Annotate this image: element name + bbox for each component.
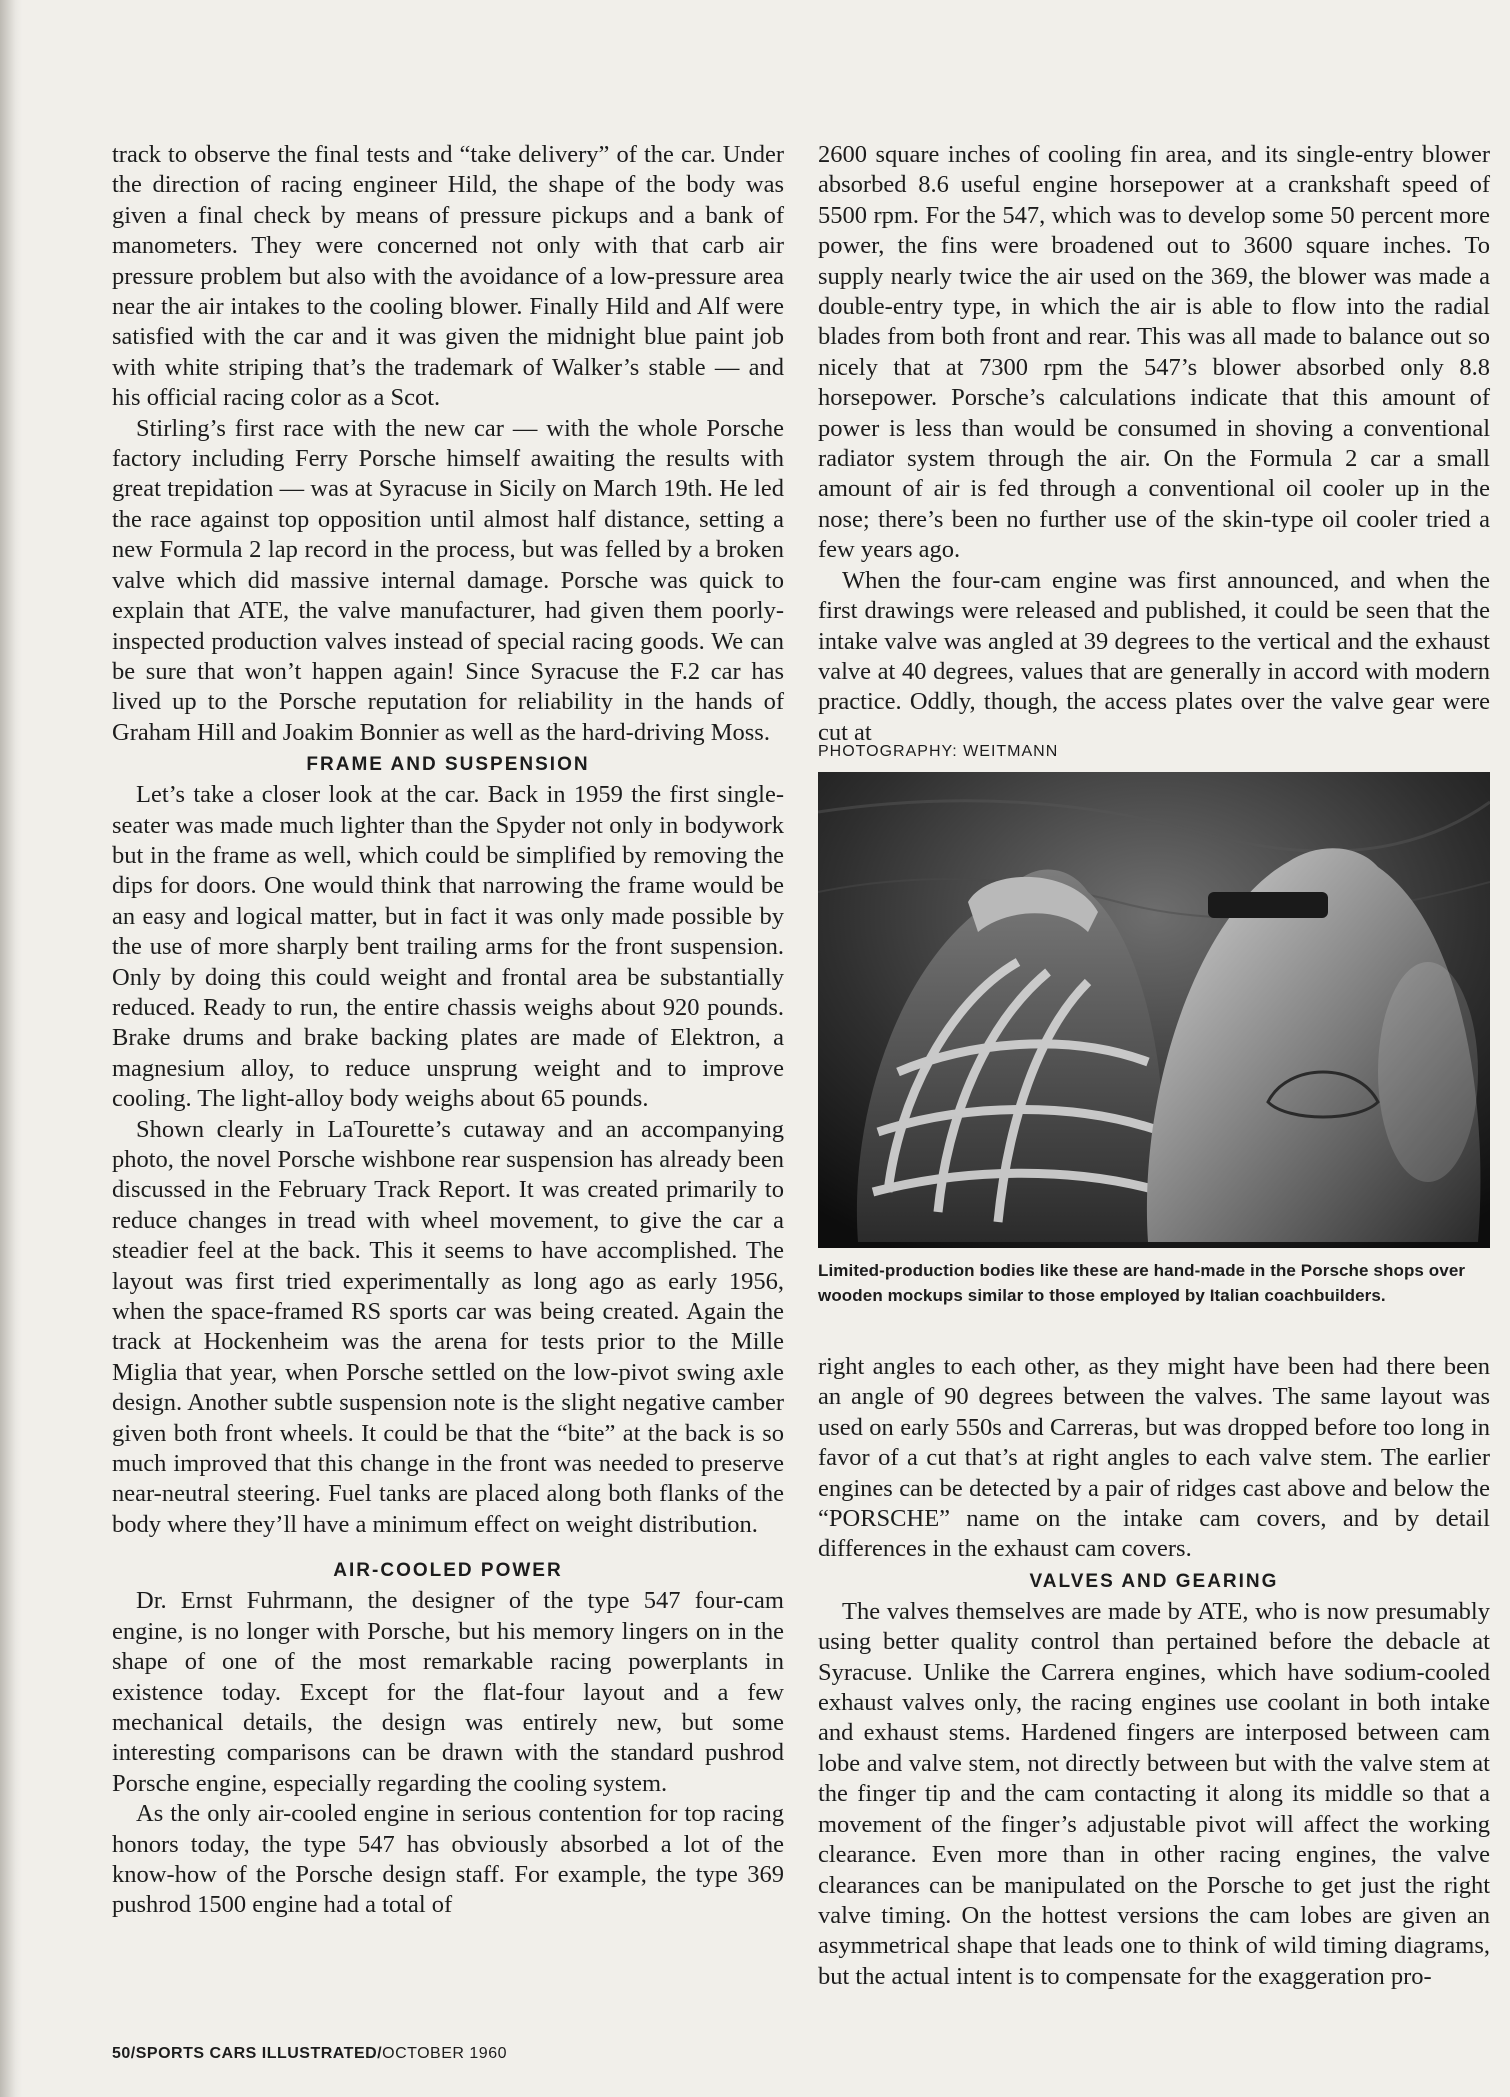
photo-credit: PHOTOGRAPHY: WEITMANN	[818, 743, 1059, 760]
footer-issue: OCTOBER 1960	[382, 2045, 507, 2062]
left-column	[112, 140, 784, 1921]
paragraph: As the only air-cooled engine in serious contention for top racing honors today, the type 547 has obviously absorbed a lot of the know-how of the Porsche design staff. For example, the type 369 pushrod 1500 engine had a total of	[112, 1800, 784, 1919]
right-column-top	[818, 140, 1490, 748]
page-edge	[0, 0, 22, 2097]
right-column-bottom	[818, 1352, 1490, 1992]
paragraph: 2600 square inches of cooling fin area, and its single-entry blower absorbed 8.6 useful engine horsepower at a crankshaft speed of 5500 rpm. For the 547, which was to develop some 50 percent more power, the fins were broadened out to 3600 square inches. To supply nearly twice the air used on the 369, the blower was made a double-entry type, in which the air is able to flow into the radial blades from both front and rear. This was all made to balance out so nicely that at 7300 rpm the 547’s blower absorbed only 8.8 horsepower. Porsche’s calculations indicate that this amount of power is less than would be consumed in shoving a conventional radiator system through the air. On the Formula 2 car a small amount of air is fed through a conventional oil cooler up in the nose; there’s been no further use of the skin-type oil cooler tried a few years ago.	[818, 141, 1490, 564]
paragraph: right angles to each other, as they might have been had there been an angle of 90 degrees between the valves. The same layout was used on early 550s and Carreras, but was dropped before too long in favor of a cut that’s at right angles to each valve stem. The earlier engines can be detected by a pair of ridges cast above and below the “PORSCHE” name on the intake cam covers, and by detail differences in the exhaust cam covers.	[818, 1353, 1490, 1563]
page-footer	[112, 2045, 507, 2063]
footer-magazine: 50/SPORTS CARS ILLUSTRATED/	[112, 2045, 383, 2062]
paragraph: The valves themselves are made by ATE, who is now presumably using better quality control than pertained before the debacle at Syracuse. Unlike the Carrera engines, which have sodium-cooled exhaust valves only, the racing engines use coolant in both intake and exhaust stems. Hardened fingers are interposed between cam lobe and valve stem, not directly between but with the valve stem at the finger tip and the cam contacting it along its middle so that a movement of the finger’s adjustable pivot will affect the working clearance. Even more than in other racing engines, the valve clearances can be manipulated on the Porsche to get just the right valve timing. On the hottest versions the cam lobes are given an asymmetrical shape that leads one to think of wild timing diagrams, but the actual intent is to compensate for the exaggeration pro-	[818, 1597, 1490, 1990]
paragraph: Let’s take a closer look at the car. Back in 1959 the first single-seater was made much lighter than the Spyder not only in bodywork but in the frame as well, which could be simplified by removing the dips for doors. One would think that narrowing the frame would be an easy and logical matter, but in fact it was only made possible by the use of more sharply bent trailing arms for the front suspension. Only by doing this could weight and frontal area be substantially reduced. Ready to run, the entire chassis weighs about 920 pounds. Brake drums and brake backing plates are made of Elektron, a magnesium alloy, to reduce unsprung weight and to improve cooling. The light-alloy body weighs about 65 pounds.	[112, 781, 784, 1113]
section-heading-valves: VALVES AND GEARING	[1029, 1570, 1279, 1592]
section-heading-air-cooled: AIR-COOLED POWER	[333, 1560, 563, 1582]
photo-illustration	[818, 772, 1490, 1248]
paragraph: Shown clearly in LaTourette’s cutaway and an accompanying photo, the novel Porsche wishbone rear suspension has already been discussed in the February Track Report. It was created primarily to reduce changes in tread with wheel movement, to give the car a steadier feel at the back. This it seems to have accomplished. The layout was first tried experimentally as long ago as early 1956, when the space-framed RS sports car was being created. Again the track at Hockenheim was the arena for tests prior to the Mille Miglia that year, when Porsche settled on the low-pivot swing axle design. Another subtle suspension note is the slight negative camber given both front wheels. It could be that the “bite” at the back is so much improved that this change in the front was needed to preserve near-neutral steering. Fuel tanks are placed along both flanks of the body where they’ll have a minimum effect on weight distribution.	[112, 1115, 784, 1538]
section-heading-frame: FRAME AND SUSPENSION	[306, 754, 590, 776]
paragraph: When the four-cam engine was first announced, and when the first drawings were released and published, it could be seen that the intake valve was angled at 39 degrees to the vertical and the exhaust valve at 40 degrees, values that are generally in accord with modern practice. Oddly, though, the access plates over the valve gear were cut at	[818, 566, 1490, 746]
photo-caption: Limited-production bodies like these are hand-made in the Porsche shops over wooden mockups similar to those employed by Italian coachbuilders.	[818, 1261, 1466, 1305]
photo-car-bodies	[818, 772, 1490, 1248]
paragraph: track to observe the final tests and “take delivery” of the car. Under the direction of racing engineer Hild, the shape of the body was given a final check by means of pressure pickups and a bank of manometers. They were concerned not only with that carb air pressure problem but also with the avoidance of a low-pressure area near the air intakes to the cooling blower. Finally Hild and Alf were satisfied with the car and it was given the midnight blue paint job with white striping that’s the trademark of Walker’s stable — and his official racing color as a Scot.	[112, 141, 784, 412]
paragraph: Stirling’s first race with the new car — with the whole Porsche factory including Ferry Porsche himself awaiting the results with great trepidation — was at Syracuse in Sicily on March 19th. He led the race against top opposition until almost half distance, setting a new Formula 2 lap record in the process, but was felled by a broken valve which did massive internal damage. Porsche was quick to explain that ATE, the valve manufacturer, had given them poorly-inspected production valves instead of special racing goods. We can be sure that won’t happen again! Since Syracuse the F.2 car has lived up to the Porsche reputation for reliability in the hands of Graham Hill and Joakim Bonnier as well as the hard-driving Moss.	[112, 414, 784, 746]
paragraph: Dr. Ernst Fuhrmann, the designer of the type 547 four-cam engine, is no longer with Porsche, but his memory lingers on in the shape of one of the most remarkable racing powerplants in existence today. Except for the flat-four layout and a few mechanical details, the design was entirely new, but some interesting comparisons can be drawn with the standard pushrod Porsche engine, especially regarding the cooling system.	[112, 1587, 784, 1797]
